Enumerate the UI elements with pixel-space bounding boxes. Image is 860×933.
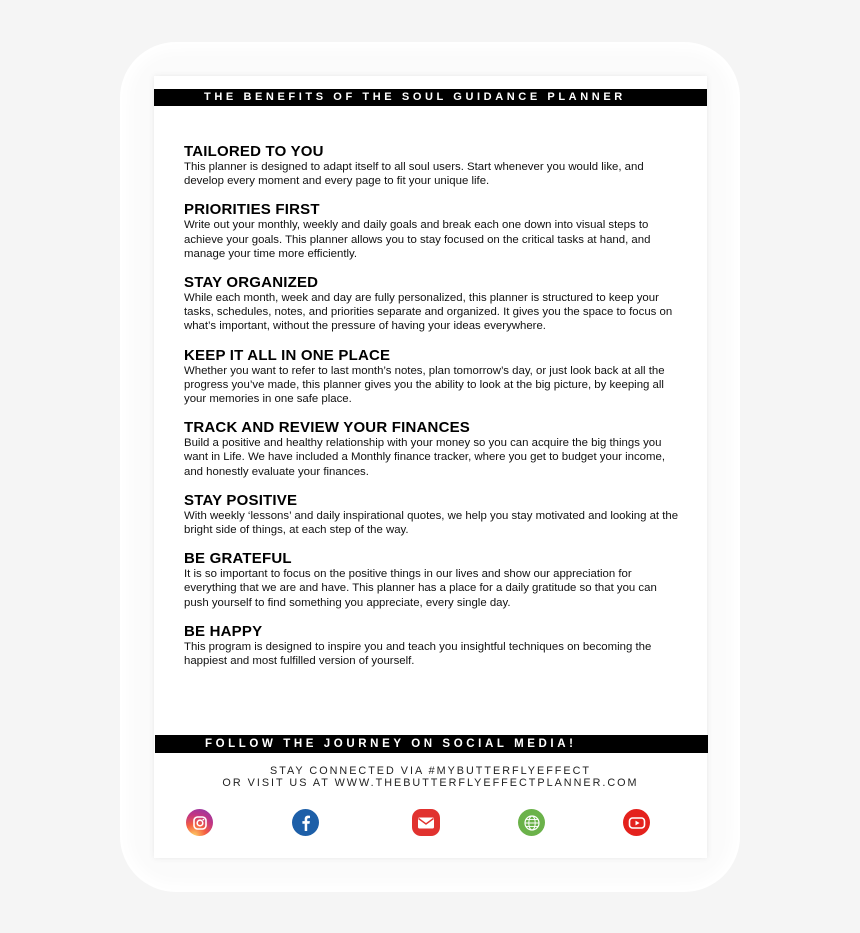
benefit-section [184, 419, 684, 479]
youtube-icon[interactable] [623, 809, 650, 836]
benefit-section [184, 143, 684, 188]
section-body: Write out your monthly, weekly and daily goals and break each one down into visual steps to achieve your goals. This planner allows you to stay focused on the critical tasks at hand, and manage your time more efficiently. [184, 219, 651, 260]
benefit-section [184, 492, 684, 537]
section-body: Build a positive and healthy relationship with your money so you can acquire the big things you want in Life. We have included a Monthly finance tracker, where you get to budget your income, and honestly evaluate your finances. [184, 437, 666, 478]
section-body: This program is designed to inspire you and teach you insightful techniques on becoming the happiest and most fulfilled version of yourself. [184, 640, 652, 668]
benefit-section [184, 274, 684, 334]
email-icon[interactable] [412, 809, 440, 836]
section-body: It is so important to focus on the positive things in our lives and show our appreciation for everything that we are and have. This planner has a place for a daily gratitude so that you can push yourself to find something you appreciate, every single day. [184, 568, 657, 609]
benefit-section [184, 201, 684, 261]
section-title: BE HAPPY [184, 622, 263, 640]
section-title: STAY POSITIVE [184, 491, 298, 509]
instagram-icon[interactable] [186, 809, 213, 836]
facebook-icon[interactable] [292, 809, 319, 836]
benefit-section [184, 550, 684, 610]
section-title: BE GRATEFUL [184, 550, 292, 568]
section-title: TAILORED TO YOU [184, 143, 324, 160]
connect-website-line: OR VISIT US AT WWW.THEBUTTERFLYEFFECTPLANNER.COM [222, 777, 639, 789]
section-title: KEEP IT ALL IN ONE PLACE [184, 346, 391, 364]
section-title: STAY ORGANIZED [184, 274, 319, 292]
social-icons [154, 809, 707, 839]
section-body: This planner is designed to adapt itself to all soul users. Start whenever you would like, and develop every moment and every page to fit your unique life. [184, 161, 644, 188]
section-title: TRACK AND REVIEW YOUR FINANCES [184, 419, 471, 437]
header-banner: THE BENEFITS OF THE SOUL GUIDANCE PLANNER [154, 89, 707, 106]
globe-icon[interactable] [518, 809, 545, 836]
connect-text [154, 765, 707, 789]
footer-banner: FOLLOW THE JOURNEY ON SOCIAL MEDIA! [155, 735, 708, 753]
section-title: PRIORITIES FIRST [184, 201, 320, 219]
connect-hashtag-line: STAY CONNECTED VIA #MYBUTTERFLYEFFECT [270, 765, 591, 777]
section-body: With weekly ‘lessons’ and daily inspirational quotes, we help you stay motivated and looking at the bright side of things, at each step of the way. [184, 509, 679, 537]
section-body: Whether you want to refer to last month’s notes, plan tomorrow’s day, or just look back at all the progress you’ve made, this planner gives you the ability to look at the big picture, by keeping all your memories in one safe place. [184, 364, 665, 406]
benefits-list [184, 143, 684, 681]
benefit-section [184, 623, 684, 668]
section-body: While each month, week and day are fully personalized, this planner is structured to keep your tasks, schedules, notes, and priorities separate and organized. It gives you the space to focus on what’s important, without the pressure of having your ideas everywhere. [184, 292, 673, 333]
planner-page [154, 76, 707, 858]
benefit-section [184, 347, 684, 407]
